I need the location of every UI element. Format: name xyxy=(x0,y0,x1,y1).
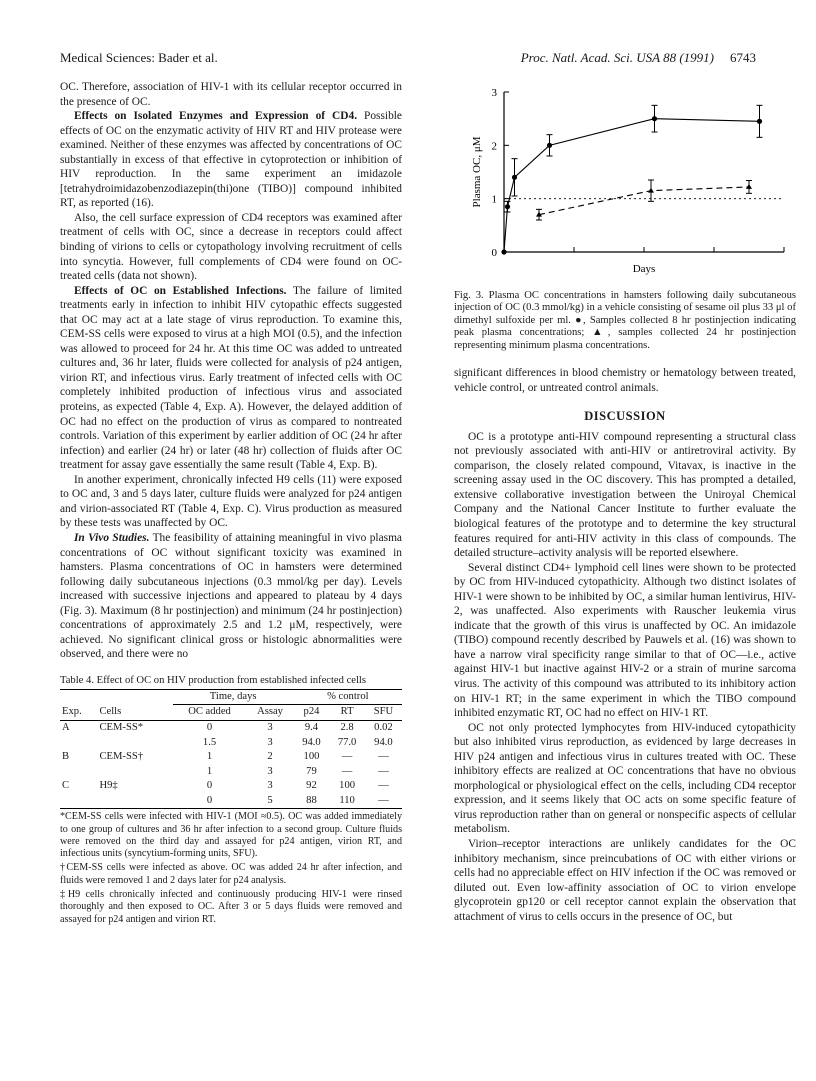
table-cell: H9‡ xyxy=(99,780,118,792)
page-number: 6743 xyxy=(730,50,756,65)
table-footnote: ‡H9 cells chronically infected and continuously producing HIV-1 were rinsed thoroughly and then exposed to OC. After 3 or 5 days fluids were removed and assayed for p24 antigen and virion RT. xyxy=(60,889,402,925)
y-tick-label: 1 xyxy=(491,193,497,206)
data-point-circle xyxy=(757,119,762,124)
table-cell xyxy=(97,736,172,751)
table-cell: 5 xyxy=(246,794,293,809)
table-cell: — xyxy=(365,794,402,809)
paragraph: OC is a prototype anti-HIV compound representing a structural class not previously associated with anti-HIV or antiretroviral activity. By comparison, the closely related compound, Vitavax, is inactive in the screening assay used in the OC discovery. This has prompted a detailed, extensive collaborative investigation between the Uniroyal Chemical Company and the National Cancer Institute to further evaluate the biological features of the prototype and to determine the key structural features required for anti-HIV activity in this class of compounds. The detailed structure–activity analysis will be reported elsewhere. xyxy=(454,430,796,560)
table-cell xyxy=(97,794,172,809)
table-cell: B xyxy=(62,751,70,763)
table-column-header: Assay xyxy=(246,705,293,721)
table-cell: 0 xyxy=(173,794,247,809)
table-cell xyxy=(97,765,172,780)
table-cell: 94.0 xyxy=(374,736,393,748)
table-cell: A xyxy=(62,721,70,733)
plasma-oc-chart xyxy=(454,80,796,280)
table-group-header: Time, days xyxy=(173,689,294,705)
running-header-right xyxy=(521,50,756,66)
x-axis-label: Days xyxy=(632,263,656,275)
table-column-header: p24 xyxy=(294,705,330,721)
table-cell: — xyxy=(378,765,389,777)
table-column-header: SFU xyxy=(365,705,402,721)
table-cell: 9.4 xyxy=(304,721,319,733)
section-heading: Effects on Isolated Enzymes and Expression of CD4. xyxy=(74,110,358,123)
figure-3 xyxy=(454,80,796,280)
table-cell: 3 xyxy=(267,765,273,777)
y-tick-label: 0 xyxy=(491,247,497,259)
table-cell: 94.0 xyxy=(302,736,321,748)
table-cell: 3 xyxy=(267,736,273,748)
section-heading: In Vivo Studies. xyxy=(74,531,150,544)
paragraph: OC. Therefore, association of HIV-1 with its cellular receptor occurred in the presence of OC. xyxy=(60,81,402,108)
table-cell: — xyxy=(378,780,389,792)
table-row xyxy=(60,750,402,765)
paragraph: Several distinct CD4+ lymphoid cell lines were shown to be protected by OC from HIV-induced cytopathicity. Although two distinct isolates of HIV-1 were shown to be inhibited by OC, a similar human lentivirus, HIV-2, was unaffected. Also experiments with Rauscher leukemia virus indicate that the growth of this virus is unaffected by OC. An imidazole (TIBO) compound recently described by Pauwels et al. (16) was shown to have a narrow viral specificity range similar to that of OC—i.e., active against HIV-1 but inactive against HIV-2 or a strain of murine sarcoma virus. The activity of this compound was attributed to its inhibitory action on HIV-1 RT; in the same experiment in which the TIBO compound inhibited enzymatic RT, OC had no effect on HIV-1 RT. xyxy=(454,561,796,720)
table-column-header: Cells xyxy=(97,705,172,721)
running-header-left: Medical Sciences: Bader et al. xyxy=(60,50,218,65)
table-cell: 88 xyxy=(294,794,330,809)
paragraph: Virion–receptor interactions are unlikely candidates for the OC inhibitory mechanism, since preincubations of OC with either virions or cells had no appreciable effect on HIV infection if the OC was removed or diluted out. Even low-affinity association of OC to virion envelope glycoprotein gp120 or cell receptor cannot explain the observation that attachment of virus to cells occurs in the presence of OC, but xyxy=(454,837,796,923)
right-column xyxy=(454,80,796,924)
table-row xyxy=(60,765,402,780)
table-column-header: OC added xyxy=(173,705,247,721)
table-row xyxy=(60,779,402,794)
section-title: DISCUSSION xyxy=(584,409,666,424)
table-cell: 1 xyxy=(206,765,213,777)
table-footnotes xyxy=(60,811,402,926)
data-point-circle xyxy=(512,175,517,180)
table-cell: 3 xyxy=(267,780,273,792)
journal-citation: Proc. Natl. Acad. Sci. USA 88 (1991) xyxy=(520,50,714,65)
table-cell: CEM-SS* xyxy=(99,721,144,733)
table-cell: — xyxy=(341,751,353,763)
series-line xyxy=(539,187,749,215)
table-column-header: Exp. xyxy=(60,705,97,721)
table-footnote: *CEM-SS cells were infected with HIV-1 (MOI ≈0.5). OC was added immediately to one group of cultures and 36 hr after infection to a second group. Culture fluids were removed on the third day and assayed for p24 antigen, virion RT, and infectious units (syncytium-forming units, SFU). xyxy=(60,811,402,860)
data-point-circle xyxy=(652,116,657,121)
table-cell: 2 xyxy=(267,751,273,763)
paragraph: Effects on Isolated Enzymes and Expression of CD4. Possible effects of OC on the enzymatic activity of HIV RT and HIV protease were examined. Neither of these enzymes was affected by concentrations of OC substantially in excess of that effective in cytoprotection or inhibition of HIV reproduction. In the same experiment an imidazole [tetrahydroimidazobenzodiazepin(thi)one (TIBO)] compound inhibited RT, as reported (16). xyxy=(60,110,402,210)
paragraph: In another experiment, chronically infected H9 cells (11) were exposed to OC and, 3 and 5 days later, culture fluids were analyzed for p24 antigen and virion-associated RT (Table 4, Exp. C). Virus production as measured by these tests was unaffected by OC. xyxy=(60,473,402,530)
table-column-header: RT xyxy=(329,705,365,721)
table-cell: 3 xyxy=(267,721,273,733)
data-point-circle xyxy=(547,143,552,148)
table-cell: 2.8 xyxy=(340,721,354,733)
y-tick-label: 3 xyxy=(491,87,497,99)
table-cell: 0 xyxy=(206,721,213,733)
table-cell xyxy=(60,736,97,751)
table-cell: 100 xyxy=(303,751,320,763)
table-cell: 0.02 xyxy=(374,721,393,733)
table-cell: 0 xyxy=(206,780,213,792)
table-cell xyxy=(60,794,97,809)
y-axis-label: Plasma OC, μM xyxy=(471,136,483,208)
section-heading: Effects of OC on Established Infections. xyxy=(74,284,287,297)
table-cell xyxy=(60,765,97,780)
table-cell: 92 xyxy=(306,780,317,792)
paragraph: Also, the cell surface expression of CD4 receptors was examined after treatment of cells with OC, since a decrease in receptors could affect binding of virions to cells or cytopathology involving recruitment of cells into syncytia. However, full complements of CD4 were found on OC-treated cells (data not shown). xyxy=(60,211,402,283)
left-column xyxy=(60,80,402,928)
table-cell: 1.5 xyxy=(202,736,217,748)
table-cell: — xyxy=(378,751,389,763)
figure-caption: Fig. 3. Plasma OC concentrations in hamsters following daily subcutaneous injection of OC (0.3 mmol/kg) in a vehicle consisting of sesame oil plus 33 μl of dimethyl sulfoxide per ml. ●, Samples collected 8 hr postinjection indicating peak plasma concentrations; ▲, samples collected 24 hr postinjection representing minimum plasma concentrations. xyxy=(454,290,796,351)
table-cell: 1 xyxy=(206,751,213,763)
table-cell: 110 xyxy=(329,794,365,809)
table-caption: Table 4. Effect of OC on HIV production from established infected cells xyxy=(60,674,366,686)
table-row xyxy=(60,794,402,809)
table-group-header: % control xyxy=(294,689,402,705)
paragraph: OC not only protected lymphocytes from HIV-induced cytopathicity but also inhibited virus reproduction, as evidenced by large decreases in HIV p24 antigen and infectious virus in cultures treated with OC. These inhibitory effects are realized at OC concentrations that have no obvious morphological or physiological effect on the cells, including CD4 receptor expression, and it seems likely that OC acts on some specific feature of virus reproduction rather than on general or nonspecific aspects of cellular metabolism. xyxy=(454,721,796,836)
table-row xyxy=(60,720,402,735)
data-point-circle xyxy=(505,204,510,209)
paragraph: significant differences in blood chemistry or hematology between treated, vehicle control, or untreated control animals. xyxy=(454,367,796,394)
table-footnote: †CEM-SS cells were infected as above. OC was added 24 hr after infection, and fluids were removed 1 and 2 days later for p24 analysis. xyxy=(60,862,402,886)
data-point-triangle xyxy=(746,184,752,189)
series-line xyxy=(504,119,760,252)
table-cell: C xyxy=(62,780,70,792)
paragraph: In Vivo Studies. The feasibility of attaining meaningful in vivo plasma concentrations of OC without significant toxicity was examined in hamsters. Plasma concentrations of OC in hamsters were determined following daily subcutaneous injections (0.3 mmol/kg per day). Levels increased with successive injections and appeared to plateau by 4 days (Fig. 3). Maximum (8 hr postinjection) and minimum (24 hr postinjection) concentrations of approximately 2.5 and 1.2 μM, respectively, were achieved. No significant clinical gross or histologic abnormalities were observed, and there were no xyxy=(60,531,402,661)
table-cell: CEM-SS† xyxy=(99,751,144,763)
paragraph: Effects of OC on Established Infections. The failure of limited treatments early in infection to inhibit HIV cytopathic effects suggested that OC may act at a late stage of virus reproduction. To examine this, CEM-SS cells were exposed to virus at a high MOI (0.5), and the infection was allowed to proceed for 24 hr. At this time OC was added to untreated cultures and, 36 hr later, fluids were collected for analysis of p24 antigen, virion RT, and infectious virus. Early treatment of infected cells with OC completely inhibited production of infectious virus and associated proteins, as expected (Table 4, Exp. A). However, the delayed addition of OC had no effect on the production of virus as compared to nontreated controls. Variation of this experiment by earlier addition of OC (24 hr after infection) and earlier (24 hr) or later (48 hr) collection of fluids after OC treatment for assay gave essentially the same result (Table 4, Exp. B). xyxy=(60,284,403,472)
table-cell: 100 xyxy=(339,780,356,792)
results-table xyxy=(60,689,402,809)
data-point-circle xyxy=(501,249,506,254)
y-tick-label: 2 xyxy=(491,140,497,153)
table-row xyxy=(60,736,402,751)
data-point-triangle xyxy=(648,188,654,193)
table-cell: — xyxy=(341,765,353,777)
table-cell: 79 xyxy=(306,765,317,777)
table-cell: 77.0 xyxy=(337,736,357,748)
